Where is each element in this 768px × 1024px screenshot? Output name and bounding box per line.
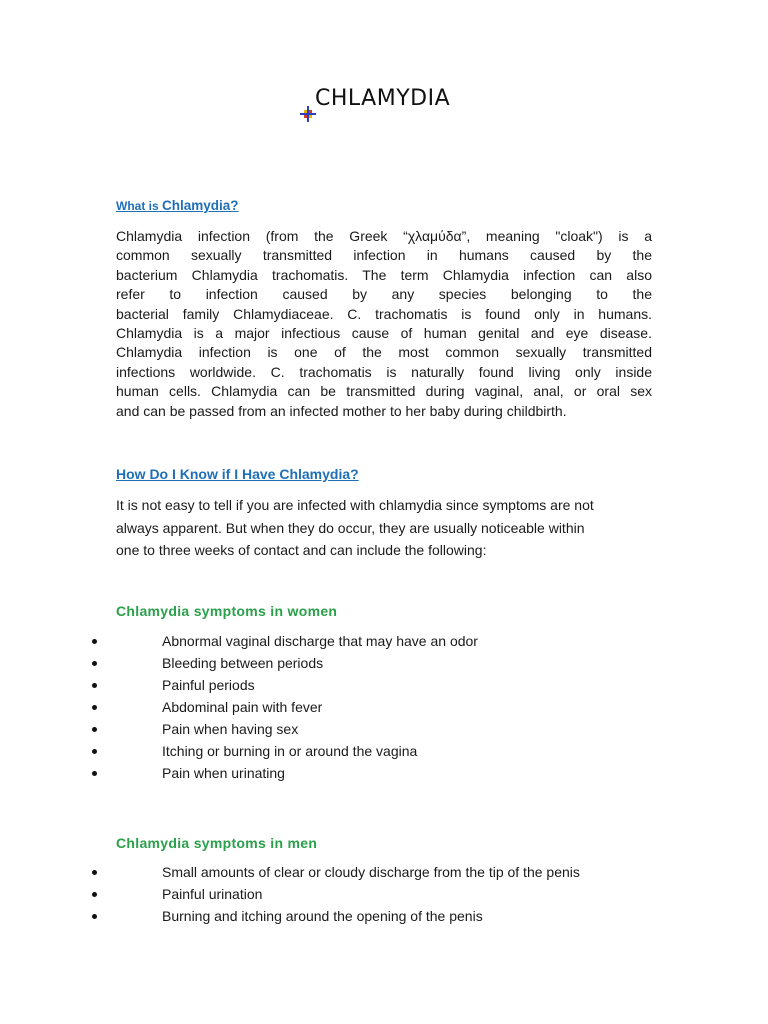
paragraph-line: infections worldwide. C. trachomatis is naturally found living only inside [116, 363, 652, 380]
paragraph-line: human cells. Chlamydia can be transmitted during vaginal, anal, or oral sex [116, 383, 652, 400]
bullet-icon [92, 727, 97, 732]
bullet-icon [92, 771, 97, 776]
women-symptoms-heading: Chlamydia symptoms in women [116, 603, 338, 619]
paragraph-line: bacterial family Chlamydiaceae. C. trachomatis is found only in humans. [116, 305, 652, 322]
list-item [0, 696, 768, 718]
paragraph-line: one to three weeks of contact and can include the following: [116, 542, 487, 558]
list-item [0, 630, 768, 652]
bullet-icon [92, 705, 97, 710]
what-is-chlamydia-link[interactable] [116, 198, 239, 213]
paragraph-line: and can be passed from an infected mother to her baby during childbirth. [116, 402, 567, 419]
bullet-icon [92, 914, 97, 919]
paragraph-line: Chlamydia is a major infectious cause of human genital and eye disease. [116, 325, 652, 342]
bullet-icon [92, 639, 97, 644]
paragraph-line: It is not easy to tell if you are infected with chlamydia since symptoms are not [116, 497, 594, 513]
list-item-text: Small amounts of clear or cloudy discharge from the tip of the penis [162, 864, 580, 880]
bullet-icon [92, 661, 97, 666]
paragraph-line: Chlamydia infection is one of the most common sexually transmitted [116, 344, 652, 361]
heading-prefix: What is [116, 199, 163, 213]
paragraph-line: bacterium Chlamydia trachomatis. The term Chlamydia infection can also [116, 266, 652, 283]
men-symptoms-list [0, 861, 768, 927]
list-item-text: Bleeding between periods [162, 655, 324, 671]
colored-cross-icon [300, 106, 316, 122]
list-item [0, 762, 768, 784]
paragraph-line: common sexually transmitted infection in humans caused by the [116, 247, 652, 264]
list-item [0, 674, 768, 696]
heading-main: Chlamydia? [162, 198, 239, 213]
paragraph-line: Chlamydia infection (from the Greek “χλαμύδα”, meaning "cloak") is a [116, 228, 652, 244]
list-item [0, 740, 768, 762]
list-item-text: Abdominal pain with fever [162, 699, 323, 715]
list-item-text: Painful urination [162, 886, 263, 902]
list-item-text: Pain when urinating [162, 765, 285, 781]
list-item [0, 861, 768, 883]
list-item-text: Itching or burning in or around the vagina [162, 743, 418, 759]
list-item-text: Painful periods [162, 677, 255, 693]
women-symptoms-list [0, 630, 768, 784]
list-item [0, 652, 768, 674]
symptoms-intro-paragraph [116, 494, 656, 562]
bullet-icon [92, 892, 97, 897]
list-item [0, 905, 768, 927]
men-symptoms-heading: Chlamydia symptoms in men [116, 835, 318, 851]
paragraph-line: refer to infection caused by any species belonging to the [116, 286, 652, 303]
list-item [0, 718, 768, 740]
bullet-icon [92, 683, 97, 688]
definition-paragraph [116, 227, 652, 421]
page-title: CHLAMYDIA [315, 86, 451, 111]
bullet-icon [92, 870, 97, 875]
list-item [0, 883, 768, 905]
list-item-text: Burning and itching around the opening of the penis [162, 908, 483, 924]
bullet-icon [92, 749, 97, 754]
paragraph-line: always apparent. But when they do occur, they are usually noticeable within [116, 519, 585, 536]
list-item-text: Abnormal vaginal discharge that may have an odor [162, 633, 478, 649]
list-item-text: Pain when having sex [162, 721, 299, 737]
how-do-i-know-link[interactable]: How Do I Know if I Have Chlamydia? [116, 466, 359, 482]
